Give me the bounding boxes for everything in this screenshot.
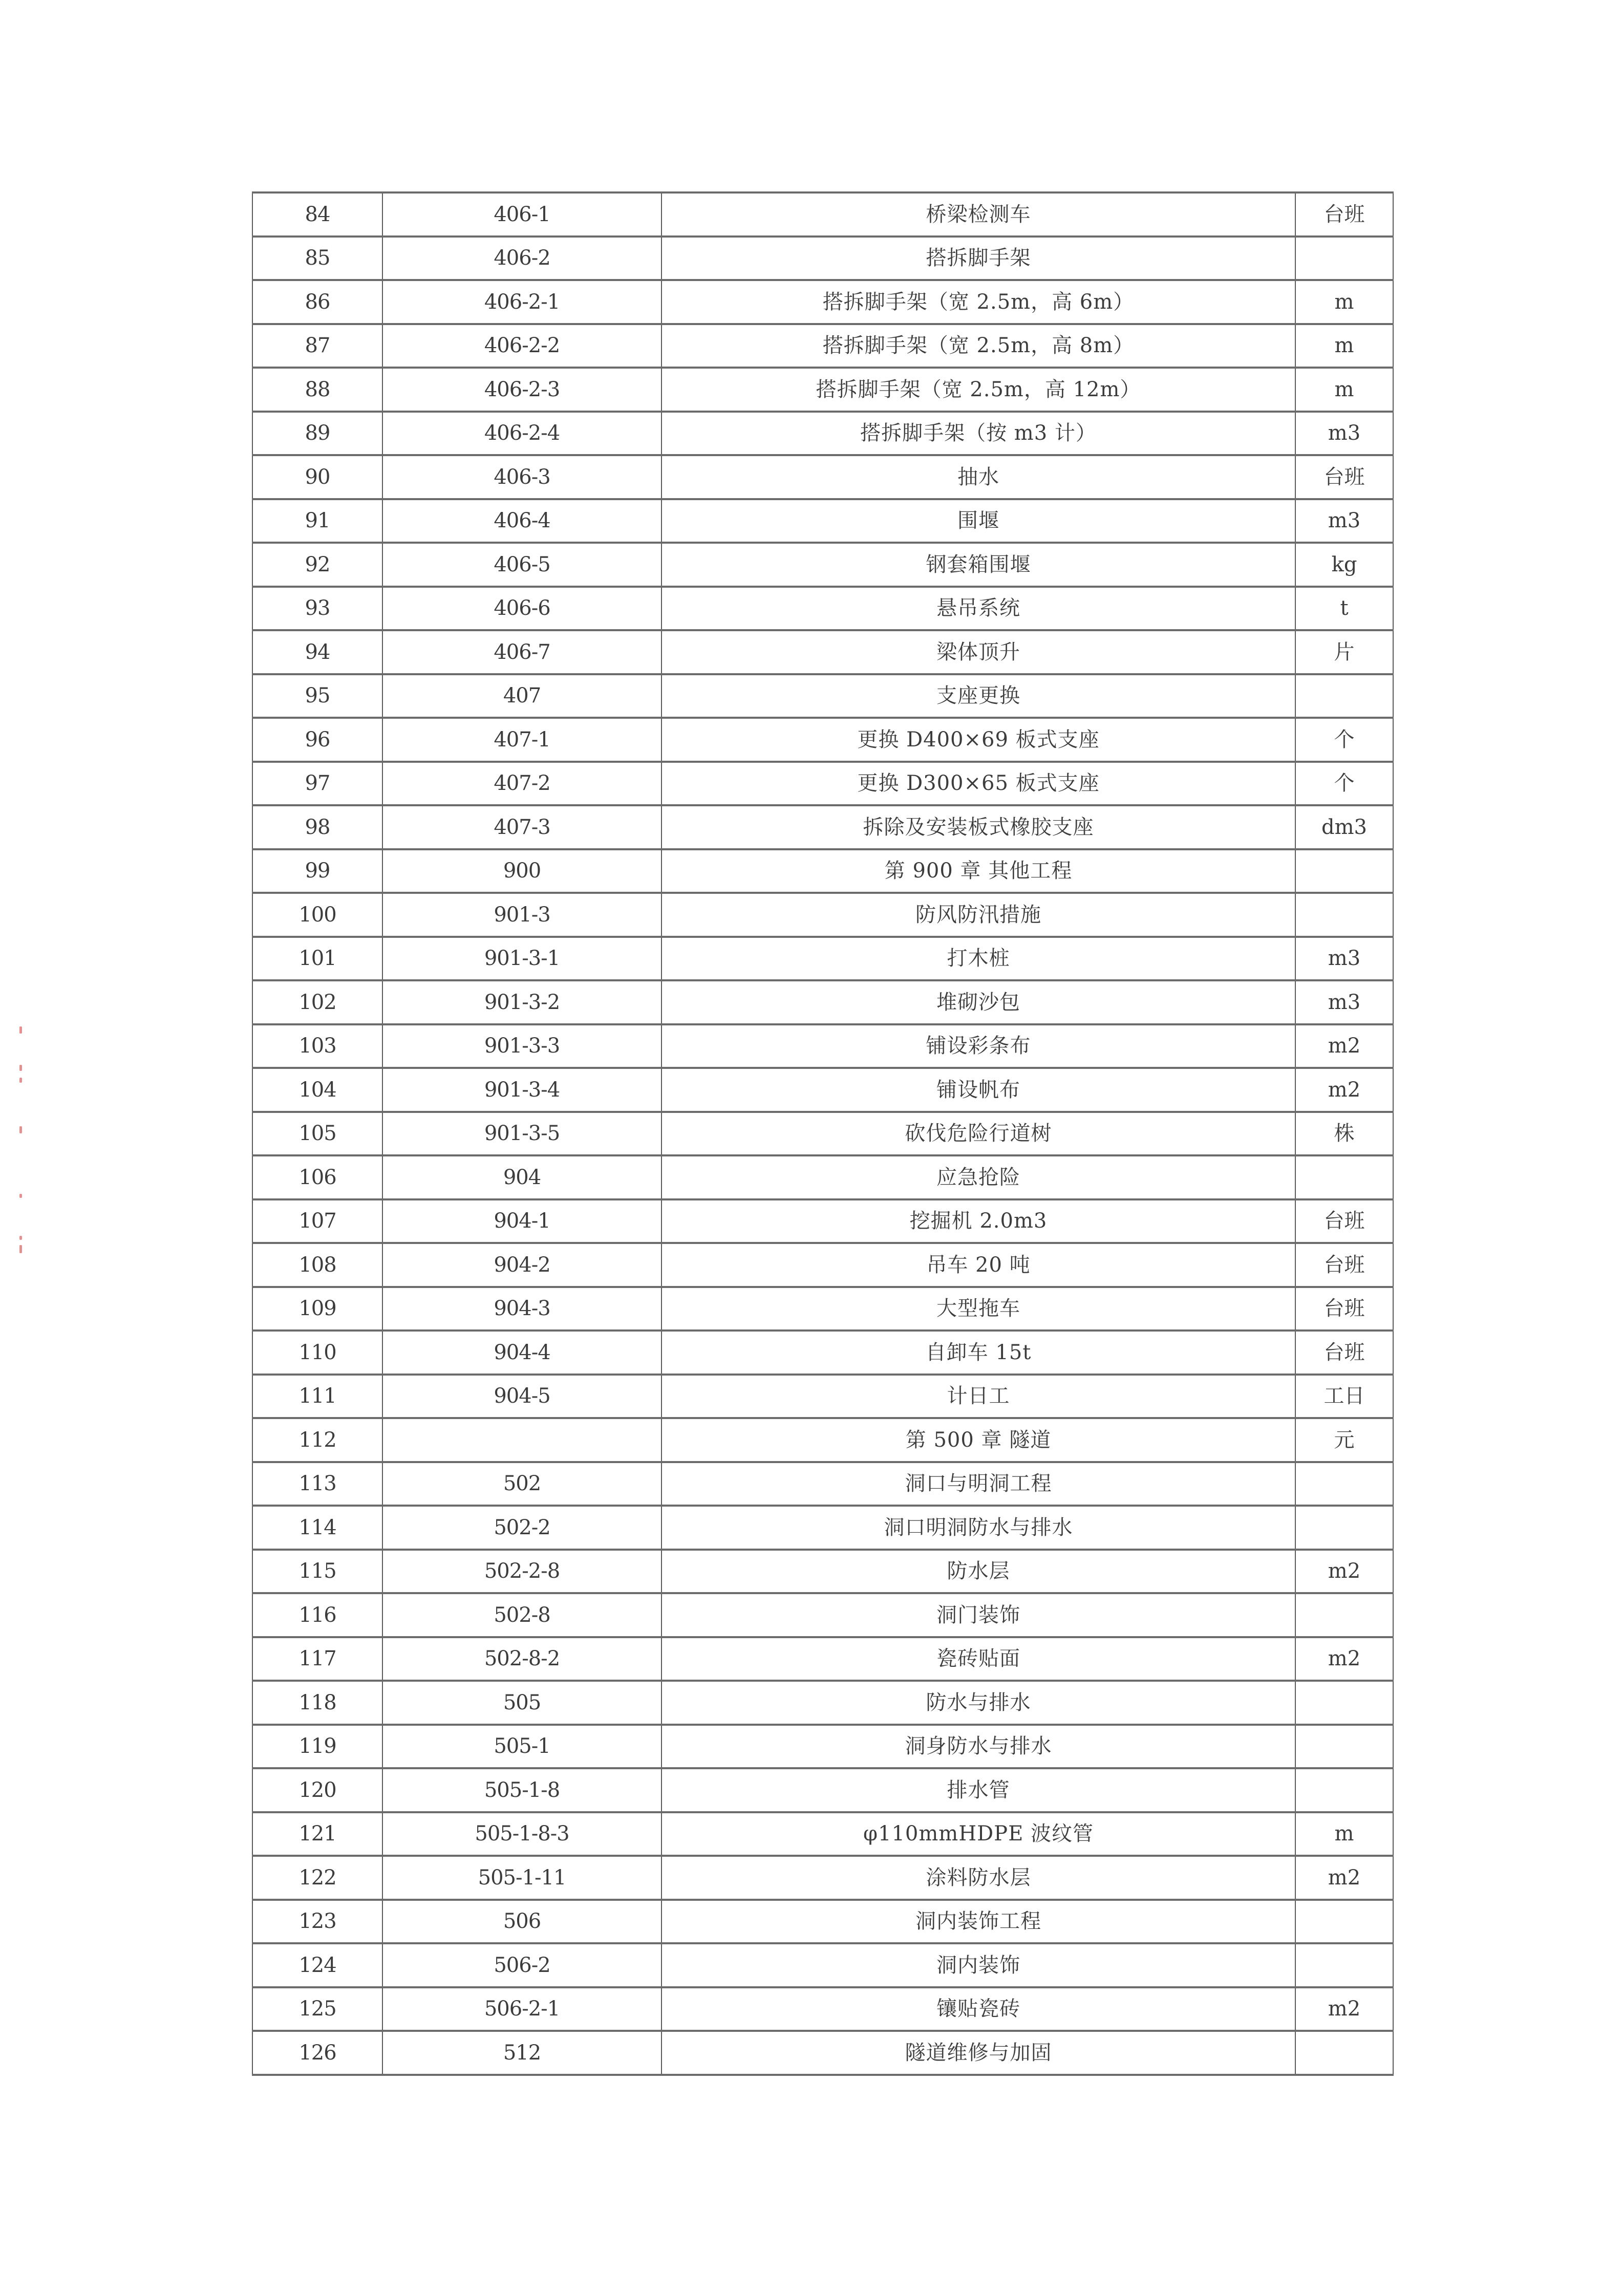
table-row xyxy=(252,1856,1393,1900)
unit-cell: 元 xyxy=(1295,1418,1393,1462)
table-row xyxy=(252,280,1393,324)
item-name-cell: 砍伐危险行道树 xyxy=(661,1112,1295,1156)
item-code-cell: 406-2-1 xyxy=(382,280,661,324)
item-code-cell: 505-1-8-3 xyxy=(382,1812,661,1856)
unit-cell: t xyxy=(1295,587,1393,631)
row-number-cell: 85 xyxy=(252,237,382,281)
item-code-cell: 502 xyxy=(382,1462,661,1506)
table-row xyxy=(252,1199,1393,1243)
table-row xyxy=(252,1068,1393,1112)
row-number-cell: 106 xyxy=(252,1155,382,1199)
table-row xyxy=(252,1418,1393,1462)
item-name-cell: 隧道维修与加固 xyxy=(661,2031,1295,2075)
unit-cell: 台班 xyxy=(1295,1331,1393,1375)
item-name-cell: 防风防汛措施 xyxy=(661,893,1295,937)
scan-artifact-mark xyxy=(19,1065,22,1071)
table-row xyxy=(252,237,1393,281)
row-number-cell: 100 xyxy=(252,893,382,937)
table-row xyxy=(252,192,1393,237)
table-row xyxy=(252,718,1393,762)
table-row xyxy=(252,1812,1393,1856)
unit-cell: 台班 xyxy=(1295,1199,1393,1243)
unit-cell: m xyxy=(1295,280,1393,324)
item-code-cell: 502-8 xyxy=(382,1593,661,1637)
item-name-cell: 镶贴瓷砖 xyxy=(661,1987,1295,2031)
scan-artifact-mark xyxy=(19,1078,22,1083)
table-row xyxy=(252,762,1393,806)
item-code-cell: 904-2 xyxy=(382,1243,661,1287)
item-code-cell: 904-5 xyxy=(382,1375,661,1419)
row-number-cell: 120 xyxy=(252,1768,382,1812)
row-number-cell: 101 xyxy=(252,937,382,981)
item-code-cell: 505-1 xyxy=(382,1725,661,1769)
row-number-cell: 121 xyxy=(252,1812,382,1856)
item-name-cell: 搭拆脚手架（宽 2.5m，高 12m） xyxy=(661,368,1295,412)
row-number-cell: 93 xyxy=(252,587,382,631)
unit-cell xyxy=(1295,1506,1393,1550)
row-number-cell: 94 xyxy=(252,630,382,674)
table-row xyxy=(252,849,1393,893)
unit-cell: m3 xyxy=(1295,937,1393,981)
unit-cell: m2 xyxy=(1295,1987,1393,2031)
unit-cell: 个 xyxy=(1295,718,1393,762)
item-name-cell: 更换 D400×69 板式支座 xyxy=(661,718,1295,762)
table-row xyxy=(252,1331,1393,1375)
item-code-cell: 406-7 xyxy=(382,630,661,674)
unit-cell xyxy=(1295,893,1393,937)
unit-cell: m3 xyxy=(1295,412,1393,456)
item-name-cell: 挖掘机 2.0m3 xyxy=(661,1199,1295,1243)
item-code-cell: 901-3-4 xyxy=(382,1068,661,1112)
row-number-cell: 125 xyxy=(252,1987,382,2031)
row-number-cell: 107 xyxy=(252,1199,382,1243)
item-name-cell: 瓷砖贴面 xyxy=(661,1637,1295,1681)
item-code-cell: 406-2-4 xyxy=(382,412,661,456)
row-number-cell: 124 xyxy=(252,1943,382,1987)
row-number-cell: 109 xyxy=(252,1287,382,1331)
unit-cell xyxy=(1295,237,1393,281)
unit-cell: 株 xyxy=(1295,1112,1393,1156)
table-row xyxy=(252,1593,1393,1637)
item-name-cell: 梁体顶升 xyxy=(661,630,1295,674)
row-number-cell: 87 xyxy=(252,324,382,368)
table-body xyxy=(252,192,1393,2075)
unit-cell: m xyxy=(1295,324,1393,368)
table-row xyxy=(252,2031,1393,2075)
table-row xyxy=(252,1725,1393,1769)
item-name-cell: 涂料防水层 xyxy=(661,1856,1295,1900)
row-number-cell: 102 xyxy=(252,980,382,1024)
item-name-cell: 洞内装饰工程 xyxy=(661,1900,1295,1944)
item-name-cell: 防水层 xyxy=(661,1550,1295,1594)
item-code-cell: 904-4 xyxy=(382,1331,661,1375)
item-code-cell: 407-3 xyxy=(382,805,661,849)
item-code-cell: 505 xyxy=(382,1681,661,1725)
scan-artifact-mark xyxy=(19,1126,22,1133)
item-name-cell: 自卸车 15t xyxy=(661,1331,1295,1375)
unit-cell xyxy=(1295,2031,1393,2075)
unit-cell: 台班 xyxy=(1295,1287,1393,1331)
item-name-cell: 吊车 20 吨 xyxy=(661,1243,1295,1287)
item-name-cell: 搭拆脚手架（宽 2.5m，高 8m） xyxy=(661,324,1295,368)
item-name-cell: 更换 D300×65 板式支座 xyxy=(661,762,1295,806)
item-name-cell: 围堰 xyxy=(661,499,1295,543)
item-name-cell: 防水与排水 xyxy=(661,1681,1295,1725)
row-number-cell: 111 xyxy=(252,1375,382,1419)
item-code-cell: 505-1-8 xyxy=(382,1768,661,1812)
row-number-cell: 113 xyxy=(252,1462,382,1506)
table-row xyxy=(252,1900,1393,1944)
row-number-cell: 104 xyxy=(252,1068,382,1112)
unit-cell xyxy=(1295,849,1393,893)
item-name-cell: 悬吊系统 xyxy=(661,587,1295,631)
row-number-cell: 84 xyxy=(252,192,382,237)
row-number-cell: 96 xyxy=(252,718,382,762)
row-number-cell: 119 xyxy=(252,1725,382,1769)
table-row xyxy=(252,368,1393,412)
table-row xyxy=(252,1681,1393,1725)
row-number-cell: 103 xyxy=(252,1024,382,1068)
table-row xyxy=(252,1243,1393,1287)
unit-cell: m3 xyxy=(1295,499,1393,543)
item-code-cell: 406-2-3 xyxy=(382,368,661,412)
table-row xyxy=(252,805,1393,849)
item-name-cell: 抽水 xyxy=(661,455,1295,499)
item-code-cell: 512 xyxy=(382,2031,661,2075)
unit-cell: m2 xyxy=(1295,1024,1393,1068)
table-row xyxy=(252,893,1393,937)
table-row xyxy=(252,1375,1393,1419)
unit-cell: m3 xyxy=(1295,980,1393,1024)
item-code-cell: 406-6 xyxy=(382,587,661,631)
unit-cell: m2 xyxy=(1295,1550,1393,1594)
unit-cell: 工日 xyxy=(1295,1375,1393,1419)
row-number-cell: 108 xyxy=(252,1243,382,1287)
item-code-cell: 506-2-1 xyxy=(382,1987,661,2031)
row-number-cell: 123 xyxy=(252,1900,382,1944)
unit-cell xyxy=(1295,1155,1393,1199)
item-code-cell: 506 xyxy=(382,1900,661,1944)
table-row xyxy=(252,1943,1393,1987)
table-row xyxy=(252,1462,1393,1506)
item-code-cell: 901-3-3 xyxy=(382,1024,661,1068)
item-code-cell: 505-1-11 xyxy=(382,1856,661,1900)
row-number-cell: 126 xyxy=(252,2031,382,2075)
item-name-cell: 洞口明洞防水与排水 xyxy=(661,1506,1295,1550)
item-name-cell: 大型拖车 xyxy=(661,1287,1295,1331)
item-name-cell: 洞门装饰 xyxy=(661,1593,1295,1637)
item-code-cell: 901-3-5 xyxy=(382,1112,661,1156)
item-name-cell: 排水管 xyxy=(661,1768,1295,1812)
table-row xyxy=(252,1550,1393,1594)
unit-cell xyxy=(1295,1768,1393,1812)
item-name-cell: 计日工 xyxy=(661,1375,1295,1419)
unit-cell: kg xyxy=(1295,543,1393,587)
item-code-cell: 406-1 xyxy=(382,192,661,237)
row-number-cell: 89 xyxy=(252,412,382,456)
table-row xyxy=(252,587,1393,631)
item-name-cell: 拆除及安装板式橡胶支座 xyxy=(661,805,1295,849)
item-code-cell: 904 xyxy=(382,1155,661,1199)
unit-cell: 台班 xyxy=(1295,1243,1393,1287)
table-row xyxy=(252,499,1393,543)
unit-cell: dm3 xyxy=(1295,805,1393,849)
item-code-cell: 901-3-1 xyxy=(382,937,661,981)
unit-cell: m2 xyxy=(1295,1637,1393,1681)
item-name-cell: 洞口与明洞工程 xyxy=(661,1462,1295,1506)
item-code-cell: 901-3-2 xyxy=(382,980,661,1024)
item-code-cell: 506-2 xyxy=(382,1943,661,1987)
item-code-cell: 407 xyxy=(382,674,661,718)
unit-cell: m2 xyxy=(1295,1068,1393,1112)
table-row xyxy=(252,630,1393,674)
row-number-cell: 116 xyxy=(252,1593,382,1637)
row-number-cell: 97 xyxy=(252,762,382,806)
item-name-cell: 第 900 章 其他工程 xyxy=(661,849,1295,893)
scan-artifact-mark xyxy=(19,1236,22,1240)
table-row xyxy=(252,1155,1393,1199)
table-row xyxy=(252,980,1393,1024)
table-row xyxy=(252,1637,1393,1681)
unit-cell: 台班 xyxy=(1295,192,1393,237)
unit-cell: m2 xyxy=(1295,1856,1393,1900)
item-name-cell: 打木桩 xyxy=(661,937,1295,981)
table-row xyxy=(252,1024,1393,1068)
item-name-cell: 钢套箱围堰 xyxy=(661,543,1295,587)
item-code-cell: 502-2 xyxy=(382,1506,661,1550)
item-code-cell: 406-3 xyxy=(382,455,661,499)
scan-artifact-mark xyxy=(19,1194,22,1198)
table-row xyxy=(252,324,1393,368)
row-number-cell: 86 xyxy=(252,280,382,324)
unit-cell: 个 xyxy=(1295,762,1393,806)
row-number-cell: 112 xyxy=(252,1418,382,1462)
row-number-cell: 92 xyxy=(252,543,382,587)
row-number-cell: 122 xyxy=(252,1856,382,1900)
item-code-cell: 502-8-2 xyxy=(382,1637,661,1681)
unit-cell: m xyxy=(1295,368,1393,412)
item-name-cell: 应急抢险 xyxy=(661,1155,1295,1199)
table-row xyxy=(252,1987,1393,2031)
row-number-cell: 118 xyxy=(252,1681,382,1725)
table-row xyxy=(252,543,1393,587)
item-name-cell: 洞身防水与排水 xyxy=(661,1725,1295,1769)
item-code-cell: 502-2-8 xyxy=(382,1550,661,1594)
row-number-cell: 90 xyxy=(252,455,382,499)
unit-cell: 片 xyxy=(1295,630,1393,674)
unit-cell xyxy=(1295,1593,1393,1637)
unit-cell xyxy=(1295,1900,1393,1944)
table-row xyxy=(252,1768,1393,1812)
row-number-cell: 98 xyxy=(252,805,382,849)
unit-cell xyxy=(1295,1943,1393,1987)
item-code-cell: 407-1 xyxy=(382,718,661,762)
item-name-cell: 搭拆脚手架（按 m3 计） xyxy=(661,412,1295,456)
row-number-cell: 110 xyxy=(252,1331,382,1375)
unit-cell: m xyxy=(1295,1812,1393,1856)
table-row xyxy=(252,412,1393,456)
item-code-cell xyxy=(382,1418,661,1462)
item-name-cell: φ110mmHDPE 波纹管 xyxy=(661,1812,1295,1856)
item-code-cell: 900 xyxy=(382,849,661,893)
row-number-cell: 91 xyxy=(252,499,382,543)
item-name-cell: 桥梁检测车 xyxy=(661,192,1295,237)
row-number-cell: 95 xyxy=(252,674,382,718)
item-name-cell: 铺设彩条布 xyxy=(661,1024,1295,1068)
unit-cell xyxy=(1295,1725,1393,1769)
unit-cell xyxy=(1295,1462,1393,1506)
item-code-cell: 406-4 xyxy=(382,499,661,543)
bill-of-quantities-table xyxy=(252,191,1394,2076)
table-row xyxy=(252,674,1393,718)
row-number-cell: 115 xyxy=(252,1550,382,1594)
row-number-cell: 105 xyxy=(252,1112,382,1156)
table-row xyxy=(252,1112,1393,1156)
table-row xyxy=(252,1287,1393,1331)
table-row xyxy=(252,455,1393,499)
row-number-cell: 88 xyxy=(252,368,382,412)
row-number-cell: 99 xyxy=(252,849,382,893)
scan-artifact-mark xyxy=(19,1026,22,1034)
item-name-cell: 搭拆脚手架 xyxy=(661,237,1295,281)
item-name-cell: 铺设帆布 xyxy=(661,1068,1295,1112)
item-name-cell: 洞内装饰 xyxy=(661,1943,1295,1987)
table-row xyxy=(252,1506,1393,1550)
item-name-cell: 支座更换 xyxy=(661,674,1295,718)
unit-cell xyxy=(1295,674,1393,718)
item-code-cell: 901-3 xyxy=(382,893,661,937)
item-name-cell: 第 500 章 隧道 xyxy=(661,1418,1295,1462)
item-code-cell: 904-1 xyxy=(382,1199,661,1243)
bill-of-quantities-table-container xyxy=(252,191,1393,2076)
table-row xyxy=(252,937,1393,981)
item-name-cell: 堆砌沙包 xyxy=(661,980,1295,1024)
item-code-cell: 406-2-2 xyxy=(382,324,661,368)
unit-cell: 台班 xyxy=(1295,455,1393,499)
row-number-cell: 117 xyxy=(252,1637,382,1681)
item-code-cell: 406-5 xyxy=(382,543,661,587)
item-name-cell: 搭拆脚手架（宽 2.5m，高 6m） xyxy=(661,280,1295,324)
item-code-cell: 407-2 xyxy=(382,762,661,806)
unit-cell xyxy=(1295,1681,1393,1725)
row-number-cell: 114 xyxy=(252,1506,382,1550)
item-code-cell: 406-2 xyxy=(382,237,661,281)
scan-artifact-mark xyxy=(19,1245,22,1253)
item-code-cell: 904-3 xyxy=(382,1287,661,1331)
